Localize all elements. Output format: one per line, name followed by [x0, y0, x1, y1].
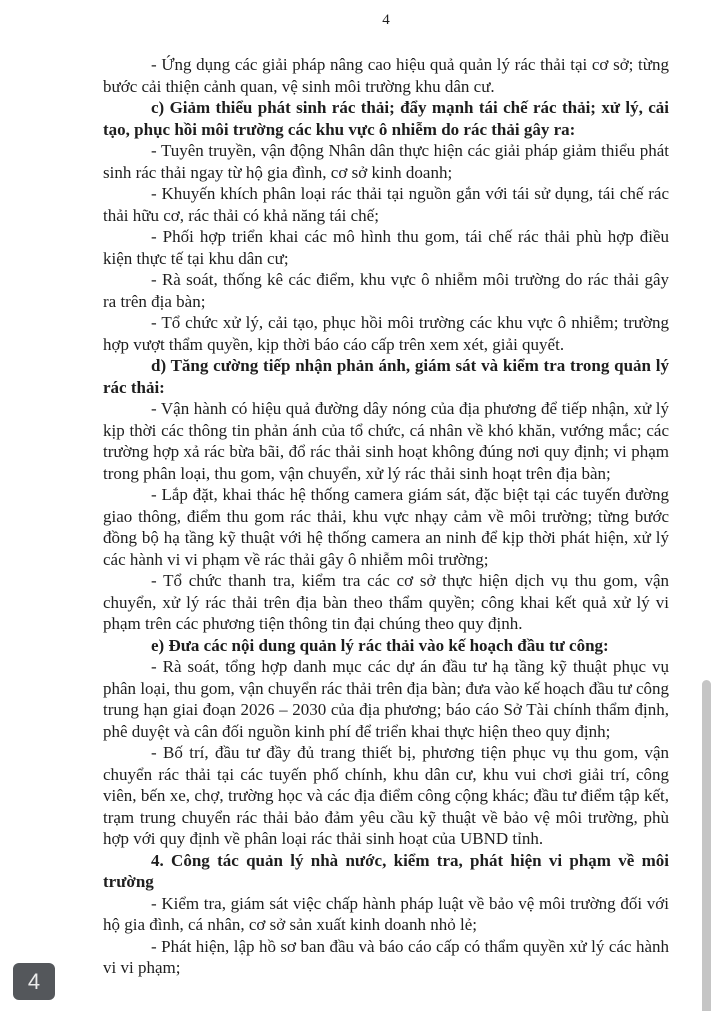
section-heading-c: c) Giảm thiểu phát sinh rác thải; đẩy mạnh tái chế rác thải; xử lý, cải tạo, phục hồi môi trường các khu vực ô nhiễm do rác thải gây ra: [103, 98, 669, 139]
paragraph: - Tuyên truyền, vận động Nhân dân thực hiện các giải pháp giảm thiểu phát sinh rác thải ngay từ hộ gia đình, cơ sở kinh doanh; [103, 141, 669, 182]
paragraph: - Kiểm tra, giám sát việc chấp hành pháp luật về bảo vệ môi trường đối với hộ gia đình, cá nhân, cơ sở sản xuất kinh doanh nhỏ lẻ; [103, 893, 669, 934]
vertical-scrollbar-thumb[interactable] [702, 680, 711, 1011]
paragraph: - Tổ chức thanh tra, kiểm tra các cơ sở thực hiện dịch vụ thu gom, vận chuyển, xử lý rác thải trên địa bàn theo thẩm quyền; công khai kết quả xử lý vi phạm trên các phương tiện thông tin đại chúng theo quy định. [103, 571, 669, 633]
paragraph: - Rà soát, tổng hợp danh mục các dự án đầu tư hạ tầng kỹ thuật phục vụ phân loại, thu gom, vận chuyển rác thải trên địa bàn; đưa vào kế hoạch đầu tư công trung hạn giai đoạn 2026 – 2030 của địa phương; báo cáo Sở Tài chính thẩm định, phê duyệt và cân đối nguồn kinh phí để triển khai thực hiện theo quy định; [103, 657, 669, 741]
current-page-badge: 4 [13, 963, 55, 1000]
paragraph: - Phối hợp triển khai các mô hình thu gom, tái chế rác thải phù hợp điều kiện thực tế tại khu dân cư; [103, 227, 669, 268]
paragraph: - Khuyến khích phân loại rác thải tại nguồn gắn với tái sử dụng, tái chế rác thải hữu cơ, rác thải có khả năng tái chế; [103, 184, 669, 225]
section-heading-e: e) Đưa các nội dung quản lý rác thải vào kế hoạch đầu tư công: [151, 635, 609, 655]
paragraph: - Bố trí, đầu tư đầy đủ trang thiết bị, phương tiện phục vụ thu gom, vận chuyển rác thải tại các tuyến phố chính, khu dân cư, khu vui chơi giải trí, công viên, bến xe, chợ, trường học và các địa điểm công cộng khác; đầu tư điểm tập kết, trạm trung chuyển rác thải bảo đảm yêu cầu kỹ thuật về bảo vệ môi trường, phù hợp với quy định về phân loại rác thải sinh hoạt của UBND tỉnh. [103, 743, 669, 848]
section-heading-d: d) Tăng cường tiếp nhận phản ánh, giám sát và kiểm tra trong quản lý rác thải: [103, 356, 669, 397]
paragraph: - Ứng dụng các giải pháp nâng cao hiệu quả quản lý rác thải tại cơ sở; từng bước cải thiện cảnh quan, vệ sinh môi trường khu dân cư. [103, 55, 669, 96]
paragraph: - Phát hiện, lập hồ sơ ban đầu và báo cáo cấp có thẩm quyền xử lý các hành vi vi phạm; [103, 936, 669, 977]
paragraph: - Tổ chức xử lý, cải tạo, phục hồi môi trường các khu vực ô nhiễm; trường hợp vượt thẩm quyền, kịp thời báo cáo cấp trên xem xét, giải quyết. [103, 313, 669, 354]
paragraph: - Vận hành có hiệu quả đường dây nóng của địa phương để tiếp nhận, xử lý kịp thời các thông tin phản ánh của tổ chức, cá nhân về khó khăn, vướng mắc; các trường hợp xả rác bừa bãi, đổ rác thải sinh hoạt không đúng nơi quy định; vi phạm trong phân loại, thu gom, vận chuyển, xử lý rác thải sinh hoạt trên địa bàn; [103, 399, 669, 483]
paragraph: - Lắp đặt, khai thác hệ thống camera giám sát, đặc biệt tại các tuyến đường giao thông, điểm thu gom rác thải, khu vực nhạy cảm về môi trường; từng bước đồng bộ hạ tầng kỹ thuật với hệ thống camera an ninh để kịp thời phát hiện, xử lý các hành vi vi phạm về rác thải gây ô nhiễm môi trường; [103, 485, 669, 569]
page-number-header: 4 [382, 12, 390, 28]
document-page [103, 54, 669, 979]
section-heading-4: 4. Công tác quản lý nhà nước, kiểm tra, phát hiện vi phạm về môi trường [103, 850, 669, 891]
paragraph: - Rà soát, thống kê các điểm, khu vực ô nhiễm môi trường do rác thải gây ra trên địa bàn; [103, 270, 669, 311]
